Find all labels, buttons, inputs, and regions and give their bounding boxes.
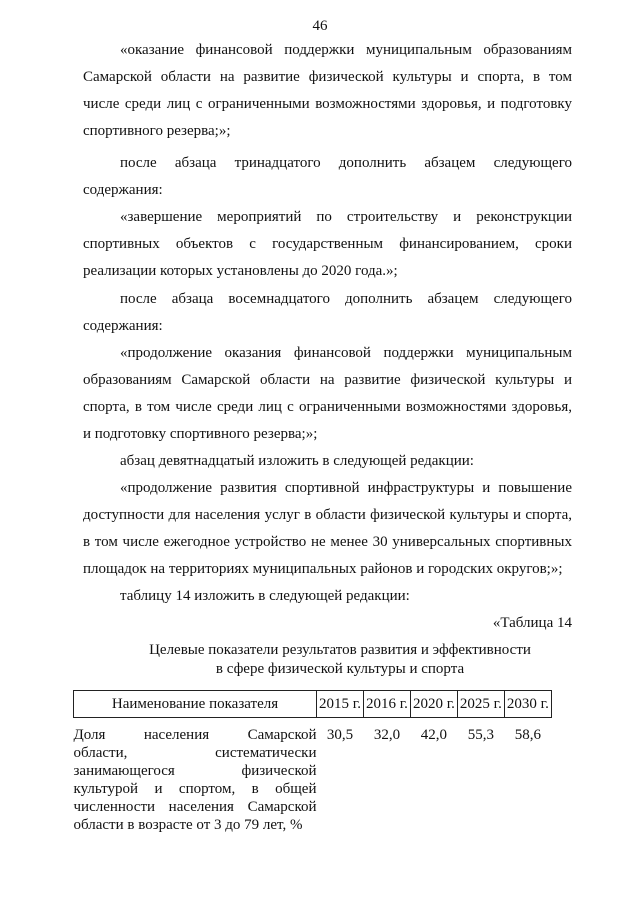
text-line: и подготовку спортивного резерва;»; — [83, 426, 318, 442]
table-title-line: Целевые показатели результатов развития и эффективности — [149, 642, 531, 658]
table-row — [74, 718, 552, 835]
text-line: в том числе ежегодное устройство не менее 30 универсальных спортивных — [83, 534, 572, 550]
column-header: 2016 г. — [363, 691, 410, 718]
text-line: «завершение мероприятий по строительству и реконструкции — [120, 209, 572, 225]
text-line: «продолжение оказания финансовой поддержки муниципальным — [120, 345, 572, 361]
text-line: спорта, в том числе среди лиц с ограниченными возможностями здоровья, — [83, 399, 572, 415]
text-line: Самарской области на развитие физической культуры и спорта, в том — [83, 69, 572, 85]
table-label: «Таблица 14 — [492, 615, 572, 631]
text-line: содержания: — [83, 318, 163, 334]
text-line: площадок на территориях муниципальных районов и городских округов;»; — [83, 561, 563, 577]
indicator-name-line: культурой и спортом, в общей — [73, 781, 317, 797]
text-line: доступности для населения услуг в области физической культуры и спорта, — [83, 507, 572, 523]
indicator-name-line: области в возрасте от 3 до 79 лет, % — [73, 817, 303, 833]
text-line: содержания: — [83, 182, 163, 198]
column-header: 2020 г. — [410, 691, 457, 718]
page-number: 46 — [312, 18, 328, 34]
text-line: образованиям Самарской области на развитие физической культуры и — [83, 372, 572, 388]
column-header: 2030 г. — [504, 691, 551, 718]
text-line: таблицу 14 изложить в следующей редакции: — [120, 588, 410, 604]
table-cell-2016: 32,0 — [373, 727, 401, 743]
text-line: после абзаца восемнадцатого дополнить абзацем следующего — [120, 291, 572, 307]
text-line: «продолжение развития спортивной инфраструктуры и повышение — [120, 480, 572, 496]
text-line: «оказание финансовой поддержки муниципальным образованиям — [120, 42, 572, 58]
indicator-name-line: Доля населения Самарской — [73, 727, 317, 743]
indicator-name-cell — [74, 718, 317, 835]
text-line: после абзаца тринадцатого дополнить абзацем следующего — [120, 155, 572, 171]
table-header-row — [74, 691, 552, 718]
text-line: абзац девятнадцатый изложить в следующей редакции: — [120, 453, 474, 469]
table-cell-2015: 30,5 — [326, 727, 354, 743]
column-header: 2025 г. — [457, 691, 504, 718]
text-line: реализации которых установлены до 2020 года.»; — [83, 263, 398, 279]
table-cell-2025: 55,3 — [467, 727, 495, 743]
text-line: числе среди лиц с ограниченными возможностями здоровья, и подготовку — [83, 96, 572, 112]
table-title-line: в сфере физической культуры и спорта — [215, 661, 465, 677]
indicators-table — [73, 690, 552, 834]
text-line: спортивных объектов с государственным финансированием, сроки — [83, 236, 572, 252]
indicator-name-line: занимающегося физической — [73, 763, 317, 779]
column-header: 2015 г. — [317, 691, 364, 718]
table-cell-2020: 42,0 — [420, 727, 448, 743]
table-cell-2030: 58,6 — [514, 727, 541, 743]
indicator-name-line: области, систематически — [73, 745, 317, 761]
indicator-name-line: численности населения Самарской — [73, 799, 317, 815]
text-line: спортивного резерва;»; — [83, 123, 231, 139]
column-header: Наименование показателя — [74, 691, 317, 718]
